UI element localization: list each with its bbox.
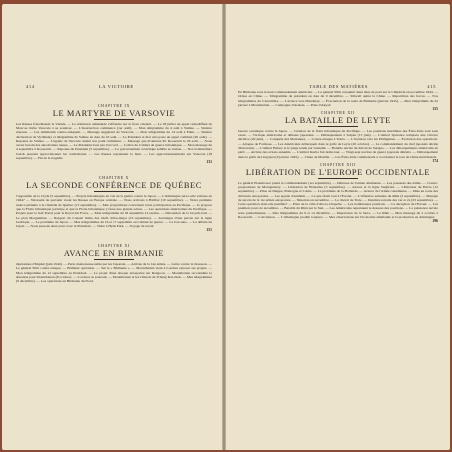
left-page-number: 414: [26, 84, 35, 89]
continued-summary-block: [238, 90, 438, 111]
left-running-head: [26, 84, 210, 89]
chapter-page-ref: 151: [206, 228, 212, 233]
chapter-label: CHAPITRE IX: [97, 104, 131, 108]
title-rule: [94, 259, 134, 260]
right-running-head: [238, 84, 436, 89]
right-page: [226, 4, 450, 450]
chapter-block: [16, 176, 212, 232]
chapter-block: [238, 111, 438, 163]
continued-summary: En Birmanie sous le haut commandement américain. — Le général Slim conquiert deux têtes de pont sur le Chindwin en novembre 1944. — Orissa en Chine. — Télégramme du président en date du 9 décembre. — Stilwell quitte la Chine. — Répartition des forces. — Nos télégrammes du 5 décembre. — L'avance vers Mandalay. — Évacuation de la route de Birmanie (janvier 1945). — Mon télégramme du 22 janvier à Mountbatten. — Campagne d'Arakan. — Prise d'Akyab: [238, 90, 438, 107]
chapter-summary: Les Russes franchissent la Vistule. — La résistance allemande s'effondre sur le front oriental. — Le 29 juillet un appel radiodiffusé de Moscou invite Varsovie à se soulever. — L'insurrection commence (1er août). — Mon télégramme du 4 août à Staline. — Sinistre réponse. — Les Allemands contre-attaquent. — Message suggérant de Varsovie. — Mon télégramme du 14 août à Eden. — Sinistre déclaration de Vychinsky et télégramme de Staline en date du 16 août. — Le Président et moi envoyons un appel commun (20 août). — Réponse de Staline. — L'agonie de Varsovie atteint son point culminant. — Message que m'adresse M. Roosevelt le 26 août. — Nous avons besoin des aérodromes russes. — Le Président n'est pas d'accord. — Colère du Cabinet de guerre britannique. — Mon message du 4 septembre à Roosevelt. — Réponse du Président (5 septembre). — Le gouvernement soviétique semble se raviser. — Nos bombardiers lourds peuvent approvisionner les combattants. — Les Russes reprennent la lutte. — Les approvisionnements sur Varsovie (18 septembre). — Fin de la tragédie: [16, 121, 212, 161]
chapter-block: [16, 104, 212, 164]
chapter-page-ref: 131: [206, 160, 212, 165]
chapter-block: [16, 244, 212, 283]
chapter-title: LIBÉRATION DE L'EUROPE OCCIDENTALE: [245, 167, 431, 177]
left-running-title: LA VICTOIRE: [98, 84, 134, 89]
chapter-summary: J'appareille de la Clyde (5 septembre). — Projets britanniques en vue de la guerre contre le Japon. — L'Allemagne sera-t-elle vaincue en 1944? — Nécessité de parvenir avant les Russes en Europe centrale. — Nous arrivons à Halifax (10 septembre). — Notre première séance plénière à la citadelle de Québec (13 septembre). — Mes propositions concernant notre participation au Pacifique. — Je propose que la Flotte britannique participe et que la Flotte britannique y fasse une grande action. — Les opérations américaines du Pacifique. — Projets pour le bref Portal pour la Royal Air Force. — Mon télégramme du 18 septembre à Londres. — Discussion de la loi prêt-bail. — Le plan Morgenthau. — Rapport du Conseil mixte des chefs d'état-major (16 septembre). — Avantages d'une percée sur la ligne Gothique. — Le problème du Japon. — Mes télégrammes du 16 et 17 septembre au Cabinet de guerre. — Le bon sens. — La défaite du Japon. — Nous passons deux jours avec le Président. — Visite à Hyde Park. — Voyage de retour: [16, 194, 212, 229]
chapter-title: LA BATAILLE DE LEYTE: [285, 116, 391, 126]
left-page: [2, 4, 222, 450]
right-running-title: TABLE DES MATIÈRES: [309, 84, 368, 89]
chapter-page-ref: 174: [432, 158, 438, 163]
chapter-label: CHAPITRE XI: [97, 244, 131, 249]
chapter-summary: Le général Eisenhower prend le commandement (1er septembre). — Détresse de l'armée allemande. — Les poussées des Alliés. — Contre-propositions de Montgomery. — Libération de Bruxelles (3 septembre). — Anvers et la ligne Siegfried. — Libération du Havre (12 septembre). — Prise de Dieppe, Boulogne et Calais. — Le problème de la Hollande. — Avance de l'armée canadienne. — Mise en route des divisions aéroportées. — Les appuis d'Arnhem. — Ce que firent tout à l'Escaut. — L'offensive aérienne du Rhin (3 septembre). — Manque de succès de la 1re armée aéroportée. — Situation en novembre. — Le cheval de Troie. — Dernière retraite des 1er et 2e (23 septembre). — Cette opération était-elle justifiée? — Prise de la ville d'Aix-la-Chapelle. — Les nombreuses positions. — La déception de l'Escaut. — Les premiers jours de novembre. — Bataille du Rhin par le Sud. — Les Américains reprennent le dessous des positions. — La puissance navale reste prédominante. — Mes télégrammes du 9 et 14 décembre. — Importance de la Sarre. — Le Rhin — Mon message du 2 octobre à Roosevelt. — Conclusion. — L'Allemagne produit toujours. — Mes observations sur l'économie allemande et la production en Allemagne: [238, 180, 438, 220]
chapter-label: CHAPITRE X: [98, 176, 130, 181]
title-rule: [318, 178, 358, 179]
chapter-title: LE MARTYRE DE VARSOVIE: [52, 109, 176, 118]
chapter-label: CHAPITRE XII: [320, 111, 356, 116]
chapter-label: CHAPITRE XIII: [319, 162, 357, 167]
title-rule: [94, 191, 134, 192]
chapter-summary: Opérations d'Imphal (juin 1944). — Perte douloureuse subie par les Japonais. — Arrivée de la 14e armée. — Lettre contre la mousson. — Le général Slim contre-attaque. — Brillante opération. — Sur la « Birmanie ». — Mountbatten vient à Londres exposer ses projets. — Mon télégramme du 12 septembre au Président. — Le projet d'une attaque aéroportée sur Rangoon. — Mountbatten reconsidère la situation pour Mountbatten (8 octobre). — L'avance se poursuit. — Mountbatten et les Chinois de Tchang Kaï-chek. — Mes télégrammes (9 décembre). — Les opérations en Birmanie du Nord.: [16, 262, 212, 284]
title-rule: [318, 126, 358, 127]
chapter-title: AVANCE EN BIRMANIE: [63, 249, 165, 259]
chapter-block: [238, 163, 438, 223]
chapter-page-ref: 196: [432, 219, 438, 224]
chapter-summary: Guerre océanique contre le Japon. — Création de la flotte britannique du Pacifique. — Les positions maritimes des États-Unis sont sans cesse. — Tactique américaine et défense japonaise. — Débarquement à Saipan (15 juin). — L'amiral Spruance remporte une victoire décisive (20 juin). — Conquête des Mariannes. — Contre-attaque à Tokio. — L'invasion vers les Philippines. — Evolution des opérations. — Attaque de Formose. — Les Américains débarquent dans le golfe de Leyte (20 octobre). — Le commandement du chef japonais décide d'intervenir. — L'amiral Halsey et le piège tendu par l'ennemi. — Bataille navale du détroit de Surigao. — Les débarquements américains en péril. — Arrivée des avions ennemis. — L'amiral Kurita fait demi-tour. — Vingt-sept navires de guerre japonais détruits. — Débarquement dans le golfe de Lingayen (9 janvier 1945). — Chute de Manille. — Les États-Unis commencent à coordonner la tour de Chine méridionale: [238, 128, 438, 159]
continued-page-ref: 155: [432, 107, 438, 112]
title-rule: [94, 119, 134, 120]
right-page-number: 415: [427, 84, 436, 89]
chapter-title: LA SECONDE CONFÉRENCE DE QUÉBEC: [26, 181, 202, 191]
